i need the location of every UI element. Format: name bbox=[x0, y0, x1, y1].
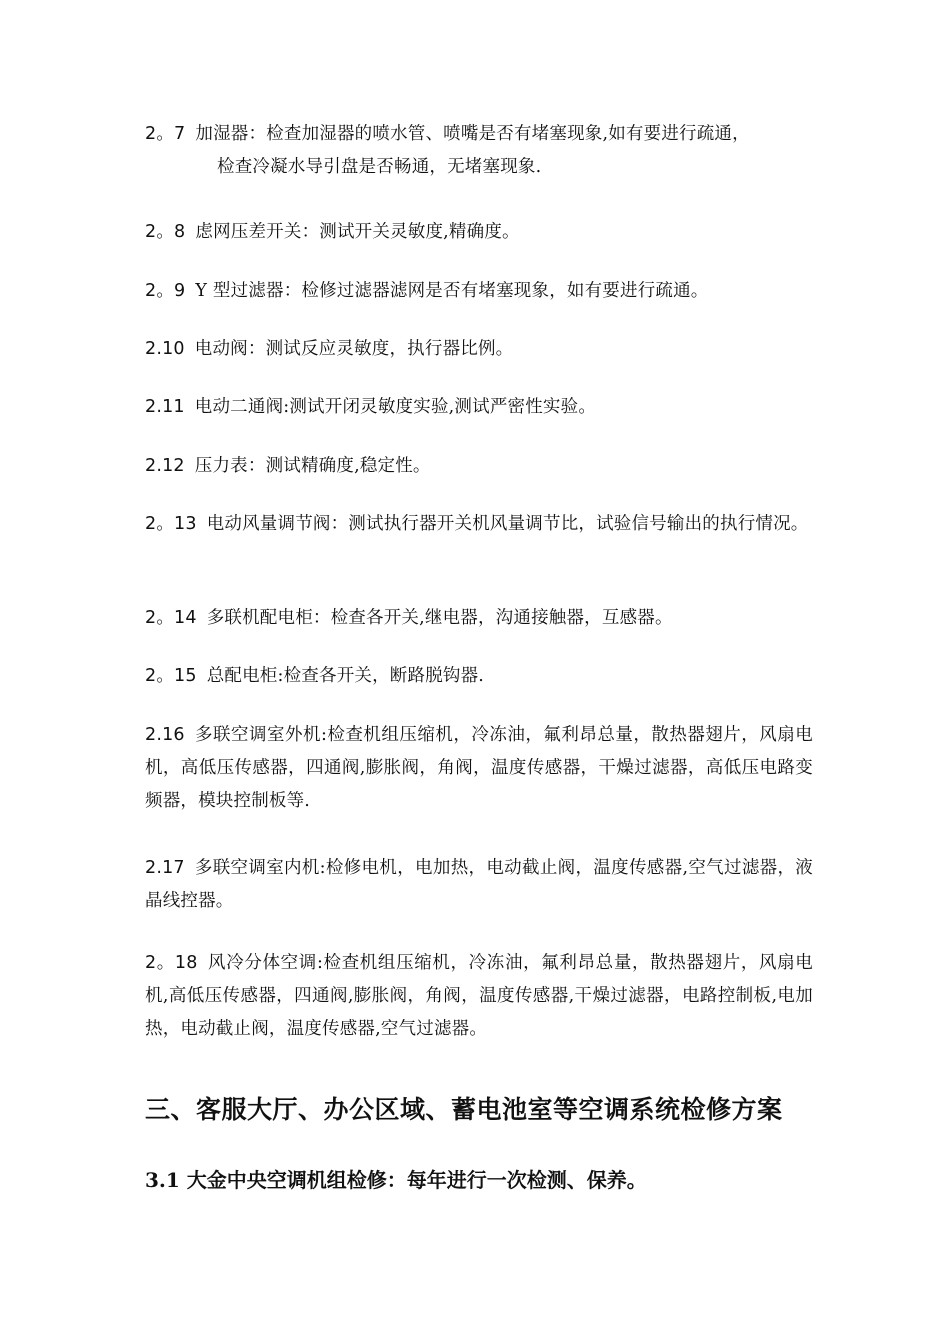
item-number: 2。7 bbox=[145, 124, 186, 144]
item-text: 多联空调室外机:检查机组压缩机，冷冻油，氟利昂总量，散热器翅片，风扇电机，高低压传感器，四通阀,膨胀阀，角阀，温度传感器，干燥过滤器，高低压电路变频器，模块控制板等. bbox=[145, 725, 813, 811]
item-text: 虑网压差开关：测试开关灵敏度,精确度。 bbox=[195, 222, 520, 242]
item-text: 加湿器：检查加湿器的喷水管、喷嘴是否有堵塞现象,如有要进行疏通， bbox=[195, 124, 750, 144]
item-number: 2.17 bbox=[145, 858, 185, 878]
item-text: 电动风量调节阀：测试执行器开关机风量调节比，试验信号输出的执行情况。 bbox=[206, 514, 809, 534]
item-number: 2.16 bbox=[145, 725, 185, 745]
item-text: 总配电柜:检查各开关，断路脱钩器. bbox=[206, 666, 485, 686]
list-item bbox=[145, 391, 813, 424]
item-number: 2。14 bbox=[145, 608, 197, 628]
section-heading: 三、客服大厅、办公区域、蓄电池室等空调系统检修方案 bbox=[145, 1095, 783, 1124]
item-number: 2.11 bbox=[145, 397, 185, 417]
item-text: Y 型过滤器：检修过滤器滤网是否有堵塞现象，如有要进行疏通。 bbox=[195, 281, 709, 301]
list-item bbox=[145, 450, 813, 483]
item-number: 2。15 bbox=[145, 666, 197, 686]
sub-heading: 3.1 大金中央空调机组检修：每年进行一次检测、保养。 bbox=[145, 1168, 647, 1192]
item-text: 电动二通阀:测试开闭灵敏度实验,测试严密性实验。 bbox=[194, 397, 597, 417]
list-item bbox=[145, 333, 813, 366]
item-number: 2.12 bbox=[145, 456, 185, 476]
item-number: 2.10 bbox=[145, 339, 185, 359]
item-number: 2。9 bbox=[145, 281, 186, 301]
item-number: 2。18 bbox=[145, 953, 198, 973]
list-item bbox=[145, 852, 813, 918]
item-text: 多联空调室内机:检修电机，电加热，电动截止阀，温度传感器,空气过滤器，液晶线控器。 bbox=[145, 858, 813, 911]
item-text: 多联机配电柜：检查各开关,继电器，沟通接触器，互感器。 bbox=[206, 608, 673, 628]
list-item bbox=[145, 947, 813, 1046]
item-text: 风冷分体空调:检查机组压缩机，冷冻油，氟利昂总量，散热器翅片，风扇电机,高低压传感器，四通阀,膨胀阀，角阀，温度传感器,干燥过滤器，电路控制板,电加热，电动截止阀，温度传感器,空气过滤器。 bbox=[145, 953, 814, 1039]
list-item bbox=[145, 719, 813, 818]
item-text: 压力表：测试精确度,稳定性。 bbox=[194, 456, 431, 476]
list-item bbox=[145, 508, 813, 541]
list-item bbox=[145, 118, 813, 184]
list-item bbox=[145, 275, 813, 308]
item-number: 2。8 bbox=[145, 222, 186, 242]
item-text: 电动阀：测试反应灵敏度，执行器比例。 bbox=[194, 339, 514, 359]
item-continuation: 检查冷凝水导引盘是否畅通，无堵塞现象. bbox=[217, 157, 542, 177]
item-number: 2。13 bbox=[145, 514, 197, 534]
list-item bbox=[145, 216, 813, 249]
list-item bbox=[145, 602, 813, 635]
list-item bbox=[145, 660, 813, 693]
